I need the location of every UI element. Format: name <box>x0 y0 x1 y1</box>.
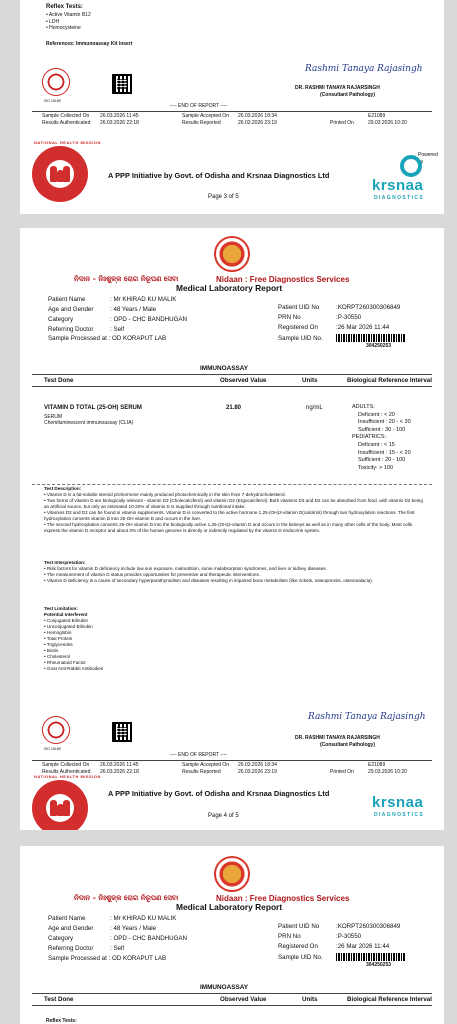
sample-collected-label: Sample Collected On <box>42 113 90 119</box>
registered-value: :26 Mar 2026 11:44 <box>336 943 390 950</box>
report-page-5 <box>20 846 444 1024</box>
accreditation-seal-icon <box>42 716 70 744</box>
report-code: E21089 <box>368 113 386 119</box>
divider <box>32 993 432 994</box>
nidaan-emblem-icon <box>214 856 250 892</box>
national-health-mission-logo-icon <box>32 780 88 830</box>
report-code: E21089 <box>368 762 386 768</box>
krsnaa-diagnostics: DIAGNOSTICS <box>374 195 425 201</box>
list-item: • The measurement of vitamin D status provides opportunities for preventive and therapeutic interventions. <box>44 572 261 577</box>
age-value: : 48 Years / Male <box>110 925 157 932</box>
list-item: • Conjugated Bilirubin <box>44 618 88 623</box>
sample-collected-value: 26.03.2026 11:45 <box>100 762 139 768</box>
referring-doctor-label: Referring Doctor <box>48 326 94 333</box>
barcode-icon <box>336 953 406 961</box>
patient-name-value: : Mr KHIRAD KU MALIK <box>110 915 177 922</box>
sample-processed: Sample Processed at : OD KORAPUT LAB <box>48 335 167 342</box>
referring-doctor-value: : Self <box>110 945 125 952</box>
doctor-name: DR. RASHMI TANAYA RAJARSINGH <box>295 85 380 91</box>
referring-doctor-label: Referring Doctor <box>48 945 94 952</box>
registered-label: Registered On <box>278 943 318 950</box>
sample-uid-value: 304250253 <box>366 962 392 968</box>
list-item: • Total Protein <box>44 636 73 641</box>
krsnaa-logo-icon <box>400 155 422 177</box>
reflex-title: Reflex Tests: <box>46 4 83 10</box>
seal-text: ISO 15189 <box>44 99 61 103</box>
nidaan-title: Nidaan : Free Diagnostics Services <box>216 894 350 903</box>
qr-code-icon <box>112 722 132 742</box>
test-specimen: SERUM <box>44 414 63 420</box>
reflex-title: Reflex Tests: <box>46 1018 77 1024</box>
ref-line: Sufficient : 20 - 100 <box>358 457 406 464</box>
divider <box>32 760 432 761</box>
report-title: Medical Laboratory Report <box>176 902 283 912</box>
printed-value: 29.03.2026 10:20 <box>368 769 407 775</box>
printed-label: Printed On <box>330 769 354 775</box>
ref-line: Toxicity: > 100 <box>358 464 394 471</box>
sample-collected-label: Sample Collected On <box>42 762 90 768</box>
patient-uid-label: Patient UID No <box>278 923 320 930</box>
doctor-role: (Consultant Pathology) <box>320 742 375 748</box>
results-auth-value: 26.03.2026 22:18 <box>100 769 139 775</box>
list-item: • Rheumatoid Factor <box>44 660 86 665</box>
results-auth-label: Results Authenticated <box>42 120 91 126</box>
krsnaa-wordmark: krsnaa <box>372 794 424 811</box>
powered-by: Powered by <box>418 152 438 165</box>
results-reported-value: 26.03.2026 23:19 <box>238 769 277 775</box>
results-auth-value: 26.03.2026 22:18 <box>100 120 139 126</box>
list-item: • Risk factors for vitamin D deficiency include low sun exposure, malnutrition, some malabsorption syndromes, and liver or kidney diseases. <box>44 566 327 571</box>
report-title: Medical Laboratory Report <box>176 283 283 293</box>
interferent-title: Potential Interferent <box>44 612 88 617</box>
patient-name-label: Patient Name <box>48 915 86 922</box>
odia-title: ନିଦାନ – ନିଃଶୁଳ୍କ ରୋଗ ନିରୂପଣ ସେବା <box>74 894 179 902</box>
report-page-3 <box>20 0 444 214</box>
prn-value: :P-30550 <box>336 933 362 940</box>
category-value: : OPD - CHC BANDHUGAN <box>110 316 188 323</box>
list-item: • Goat Anti-Rabbit Antibodies <box>44 666 104 671</box>
sample-processed: Sample Processed at : OD KORAPUT LAB <box>48 955 167 962</box>
limitation-title: Test Limitation: <box>44 606 78 611</box>
list-item: • Vitamins D3 and D2 can be found in vitamin supplements. Vitamin D is converted to the active hormone 1,25-(OH)2-vitamin D(calcitriol) through two hydroxylation reactions. The first hydroxylation converts vitamin D into 25-OH vitamin D and occurs in the liver. <box>44 510 415 521</box>
age-value: : 48 Years / Male <box>110 306 157 313</box>
divider <box>32 484 432 485</box>
interferent-list <box>44 618 103 672</box>
test-unit: ng/mL <box>306 405 323 411</box>
sample-accepted-value: 26.03.2026 18:34 <box>238 762 277 768</box>
divider <box>32 1005 432 1006</box>
interpretation-list <box>44 566 428 584</box>
sample-uid-value: 304250253 <box>366 343 392 349</box>
doctor-signature: Rashmi Tanaya Rajasingh <box>308 712 426 722</box>
category-label: Category <box>48 316 74 323</box>
qr-code-icon <box>112 74 132 94</box>
list-item: • Active Vitamin B12 <box>46 12 91 18</box>
printed-value: 29.03.2026 10:20 <box>368 120 407 126</box>
results-reported-value: 26.03.2026 23:19 <box>238 120 277 126</box>
list-item: • Vitamin D is a fat-soluble steroid prohormone mainly produced photochemically in the skin from 7-dehydrocholesterol. <box>44 492 286 497</box>
patient-name-label: Patient Name <box>48 296 86 303</box>
page-number: Page 4 of 5 <box>208 813 239 819</box>
patient-uid-label: Patient UID No <box>278 304 320 311</box>
ref-line: Deficient : < 15 <box>358 441 395 448</box>
divider <box>32 374 432 375</box>
referring-doctor-value: : Self <box>110 326 125 333</box>
section-title: IMMUNOASSAY <box>200 984 249 991</box>
ref-line: ADULTS: <box>352 404 375 410</box>
age-label: Age and Gender <box>48 306 94 313</box>
nidaan-emblem-icon <box>214 236 250 272</box>
divider <box>32 386 432 387</box>
category-value: : OPD - CHC BANDHUGAN <box>110 935 188 942</box>
prn-label: PRN No <box>278 933 301 940</box>
header-units: Units <box>302 377 318 384</box>
sample-uid-label: Sample UID No. <box>278 954 323 961</box>
ref-line: Deficient : < 20 <box>358 411 395 418</box>
patient-uid-value: :KORPT260300306849 <box>336 304 401 311</box>
printed-label: Printed On <box>330 120 354 126</box>
header-observed-value: Observed Value <box>220 996 267 1003</box>
nidaan-title: Nidaan : Free Diagnostics Services <box>216 275 350 284</box>
barcode-icon <box>336 334 406 342</box>
prn-value: :P-30550 <box>336 314 362 321</box>
krsnaa-diagnostics: DIAGNOSTICS <box>374 812 425 818</box>
nhm-text: NATIONAL HEALTH MISSION <box>34 774 101 779</box>
sample-uid-label: Sample UID No. <box>278 335 323 342</box>
nhm-text: NATIONAL HEALTH MISSION <box>34 140 101 145</box>
ref-line: Sufficient : 30 - 100 <box>358 426 406 433</box>
results-auth-label: Results Authenticated <box>42 769 91 775</box>
sample-collected-value: 26.03.2026 11:45 <box>100 113 139 119</box>
header-ref-interval: Biological Reference Interval <box>347 377 432 384</box>
header-test-done: Test Done <box>44 377 74 384</box>
test-method: Chemiluminescent immunoassay (CLIA) <box>44 420 134 426</box>
doctor-name: DR. RASHMI TANAYA RAJARSINGH <box>295 735 380 741</box>
list-item: • Vitamin D deficiency is a cause of secondary hyperparathyroidism and diseases resulting in impaired bone metabolism (like rickets, osteoporosis, osteomalacia). <box>44 578 374 583</box>
header-ref-interval: Biological Reference Interval <box>347 996 432 1003</box>
test-value: 21.80 <box>226 405 242 411</box>
end-of-report: ---- END OF REPORT ---- <box>170 752 228 758</box>
header-observed-value: Observed Value <box>220 377 267 384</box>
accreditation-seal-icon <box>42 68 70 96</box>
interpretation-title: Test Interpretation: <box>44 560 86 565</box>
sample-accepted-label: Sample Accepted On <box>182 113 229 119</box>
sample-accepted-value: 26.03.2026 18:34 <box>238 113 277 119</box>
age-label: Age and Gender <box>48 925 94 932</box>
seal-text: ISO 15189 <box>44 747 61 751</box>
list-item: • Triglycerides <box>44 642 73 647</box>
sample-accepted-label: Sample Accepted On <box>182 762 229 768</box>
description-list <box>44 492 428 534</box>
header-units: Units <box>302 996 318 1003</box>
footer-title: A PPP Initiative by Govt. of Odisha and Krsnaa Diagnostics Ltd <box>108 171 330 180</box>
prn-label: PRN No <box>278 314 301 321</box>
doctor-role: (Consultant Pathology) <box>320 92 375 98</box>
reflex-list <box>46 12 91 32</box>
national-health-mission-logo-icon <box>32 146 88 202</box>
test-name: VITAMIN D TOTAL (25-OH) SERUM <box>44 405 142 411</box>
list-item: • Biotin <box>44 648 59 653</box>
list-item: • LDH <box>46 18 60 25</box>
list-item: • Homocysteine <box>46 25 81 31</box>
end-of-report: ---- END OF REPORT ---- <box>170 103 228 109</box>
list-item: • Unconjugated Bilirubin <box>44 624 93 629</box>
patient-name-value: : Mr KHIRAD KU MALIK <box>110 296 177 303</box>
patient-uid-value: :KORPT260300306849 <box>336 923 401 930</box>
ref-line: Insufficient : 20 - < 30 <box>358 419 411 426</box>
list-item: • Hemoglobin <box>44 630 72 635</box>
registered-value: :26 Mar 2026 11:44 <box>336 324 390 331</box>
results-reported-label: Results Reported <box>182 120 221 126</box>
doctor-signature: Rashmi Tanaya Rajasingh <box>305 64 423 74</box>
list-item: • Cholesterol <box>44 654 71 659</box>
references: References: Immunoassay Kit insert <box>46 41 133 47</box>
reference-interval <box>352 404 411 472</box>
list-item: • The second hydroxylation converts 25-OH vitamin D into the biologically active 1,25-(OH)2-vitamin D and occurs in the kidneys as well as in many other cells of the body. Most cells express the vitamin D receptor and about 3% of the human genome is directly or indirectly regulated by the vitamin D endocrine system. <box>44 522 413 533</box>
footer-title: A PPP Initiative by Govt. of Odisha and Krsnaa Diagnostics Ltd <box>108 789 330 798</box>
krsnaa-wordmark: krsnaa <box>372 177 424 194</box>
divider <box>32 111 432 112</box>
odia-title: ନିଦାନ – ନିଃଶୁଳ୍କ ରୋଗ ନିରୂପଣ ସେବା <box>74 275 179 283</box>
description-title: Test Description: <box>44 486 82 491</box>
registered-label: Registered On <box>278 324 318 331</box>
section-title: IMMUNOASSAY <box>200 365 249 372</box>
ref-line: PEDIATRICS: <box>352 434 387 441</box>
header-test-done: Test Done <box>44 996 74 1003</box>
report-page-4 <box>20 228 444 830</box>
ref-line: Insufficient : 15 - < 20 <box>358 449 411 456</box>
list-item: • Two forms of vitamin D are biologically relevant - vitamin D3 (Cholecalciferol) and vitamin D2 (Ergocalciferol). Both vitamins D3 and D2 can be absorbed from food, with vitamin D2 being an artificial source, but only an estimated 10-20% of vitamin D is supplied through nutritional intake. <box>44 498 423 509</box>
results-reported-label: Results Reported <box>182 769 221 775</box>
category-label: Category <box>48 935 74 942</box>
page-number: Page 3 of 5 <box>208 194 239 200</box>
